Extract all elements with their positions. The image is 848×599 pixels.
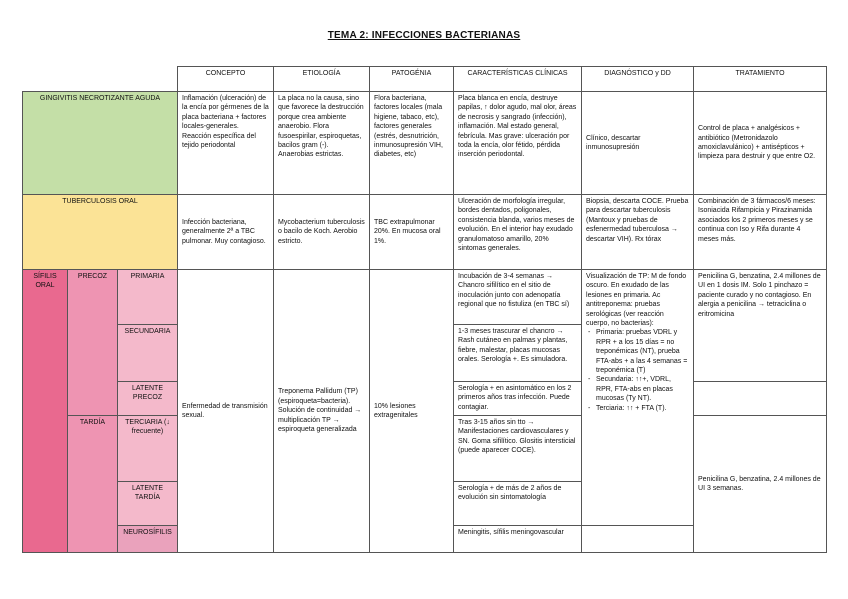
sifilis-clinica-neurosifilis: Meningitis, sífilis meningovascular [454, 526, 582, 553]
header-patogenia: PATOGÉNIA [370, 67, 454, 92]
sifilis-tratamiento-empty [694, 382, 827, 416]
header-etiologia: ETIOLOGÍA [274, 67, 370, 92]
row-tuberculosis [23, 195, 827, 270]
tuberculosis-patogenia: TBC extrapulmonar 20%. En mucosa oral 1%. [370, 195, 454, 270]
sifilis-clinica-primaria: Incubación de 3-4 semanas → Chancro sifilítico en el sitio de inoculación junto con adenopatía regional que no fistuliza (en TBC sí) [454, 270, 582, 325]
sifilis-concepto: Enfermedad de transmisión sexual. [178, 270, 274, 553]
sifilis-patogenia: 10% lesiones extragenitales [370, 270, 454, 553]
header-empty [23, 67, 178, 92]
infections-table [22, 66, 827, 553]
label-sifilis: SÍFILIS ORAL [23, 270, 68, 553]
sifilis-diagnostico-empty [582, 526, 694, 553]
label-gingivitis: GINGIVITIS NECROTIZANTE AGUDA [23, 92, 178, 195]
header-concepto: CONCEPTO [178, 67, 274, 92]
list-item: - Terciaria: ↑↑ + FTA (T). [596, 404, 689, 413]
sifilis-clinica-secundaria: 1-3 meses trascurar el chancro → Rash cutáneo en palmas y plantas, fiebre, malestar, placas mucosas orales. Serología +. Es simuladora. [454, 325, 582, 382]
page-title: TEMA 2: INFECCIONES BACTERIANAS [327, 30, 521, 41]
label-tardia: TARDÍA [68, 416, 118, 553]
gingivitis-tratamiento: Control de placa + analgésicos + antibiótico (Metronidazolo amoxiclavulánico) + antisépticos + limpieza para destruir y que entre O2. [694, 92, 827, 195]
header-tratamiento: TRATAMIENTO [694, 67, 827, 92]
gingivitis-patogenia: Flora bacteriana, factores locales (mala higiene, tabaco, etc), factores generales (estrés, desnutrición, inmunosupresión VIH, diabetes, etc) [370, 92, 454, 195]
sifilis-tratamiento-precoz: Penicilina G, benzatina, 2.4 millones de UI en 1 dosis IM. Solo 1 pinchazo = paciente curado y no contagioso. En alergia a penicilina → tetraciclina o eritromicina [694, 270, 827, 382]
header-row [23, 67, 827, 92]
label-primaria: PRIMARIA [118, 270, 178, 325]
gingivitis-clinica: Placa blanca en encía, destruye papilas, ↑ dolor agudo, mal olor, áreas de necrosis y sangrado (infección), inflamación. Mal estado general, febrícula. Mas grave: ulceración por toda la encía, olor fétido, pérdida inserción periodontal. [454, 92, 582, 195]
list-item: - Primaria: pruebas VDRL y RPR + a los 15 días = no treponémicas (NT), prueba FTA-abs + a las 4 semanas = treponémica (T) [596, 328, 689, 375]
tuberculosis-diagnostico: Biopsia, descarta COCE. Prueba para descartar tuberculosis (Mantoux y pruebas de esfenermedad tuberculosa → descartar VIH). Rx tórax [582, 195, 694, 270]
tuberculosis-tratamiento: Combinación de 3 fármacos/6 meses: Isoniacida Rifampicia y Pirazinamida asociados los 2 primeros meses y se continua con Iso y Rifa durante 4 meses más. [694, 195, 827, 270]
sifilis-clinica-latente-precoz: Serología + en asintomático en los 2 primeros años tras infección. Puede contagiar. [454, 382, 582, 416]
label-terciaria: TERCIARIA (↓ frecuente) [118, 416, 178, 482]
label-latente-tardia: LATENTE TARDÍA [118, 482, 178, 526]
label-secundaria: SECUNDARIA [118, 325, 178, 382]
sifilis-clinica-latente-tardia: Serología + de más de 2 años de evolución sin sintomatología [454, 482, 582, 526]
sifilis-etiologia: Treponema Pallidum (TP) (espiroqueta=bacteria). Solución de continuidad → multiplicación TP → espiroqueta generalizada [274, 270, 370, 553]
tuberculosis-clinica: Ulceración de morfología irregular, bordes dentados, poligonales, consistencia blanda, varios meses de evolución. En el interior hay exudado granulomatoso amarillo, 20% sintomas generales. [454, 195, 582, 270]
sifilis-diagnostico-list [586, 328, 689, 413]
gingivitis-concepto: Inflamación (ulceración) de la encía por gérmenes de la placa bacteriana + factores locales-generales. Reacción específica del tejido periodontal [178, 92, 274, 195]
tuberculosis-concepto: Infección bacteriana, generalmente 2ª a TBC pulmonar. Muy contagioso. [178, 195, 274, 270]
header-diagnostico: DIAGNÓSTICO y DD [582, 67, 694, 92]
label-neurosifilis: NEUROSÍFILIS [118, 526, 178, 553]
gingivitis-diagnostico: Clínico, descartar inmunosupresión [582, 92, 694, 195]
row-gingivitis [23, 92, 827, 195]
label-latente-precoz: LATENTE PRECOZ [118, 382, 178, 416]
sifilis-tratamiento-tardia: Penicilina G, benzatina, 2.4 millones de UI 3 semanas. [694, 416, 827, 553]
sifilis-diagnostico [582, 270, 694, 526]
row-sifilis-primaria [23, 270, 827, 325]
tuberculosis-etiologia: Mycobacterium tuberculosis o bacilo de Koch. Aerobio estricto. [274, 195, 370, 270]
label-tuberculosis: TUBERCULOSIS ORAL [23, 195, 178, 270]
list-item: - Secundaria: ↑↑+, VDRL, RPR, FTA-abs en placas mucosas (Ty NT). [596, 375, 689, 403]
header-caracteristicas: CARACTERÍSTICAS CLÍNICAS [454, 67, 582, 92]
sifilis-diagnostico-intro: Visualización de TP: M de fondo oscuro. En exudado de las lesiones en primaria. Ac antitreponema: pruebas serológicas (ver reacción cuerpo, no bacterias): [586, 273, 687, 328]
gingivitis-etiologia: La placa no la causa, sino que favorece la destrucción porque crea ambiente anaerobio. Flora fusoespirilar, espiroquetas, bacilos gram (-). Anaerobias estrictas. [274, 92, 370, 195]
label-precoz: PRECOZ [68, 270, 118, 416]
sifilis-clinica-terciaria: Tras 3-15 años sin tto → Manifestaciones cardiovasculares y SN. Goma sifilítico. Glositis intersticial (puede aparecer COCE). [454, 416, 582, 482]
